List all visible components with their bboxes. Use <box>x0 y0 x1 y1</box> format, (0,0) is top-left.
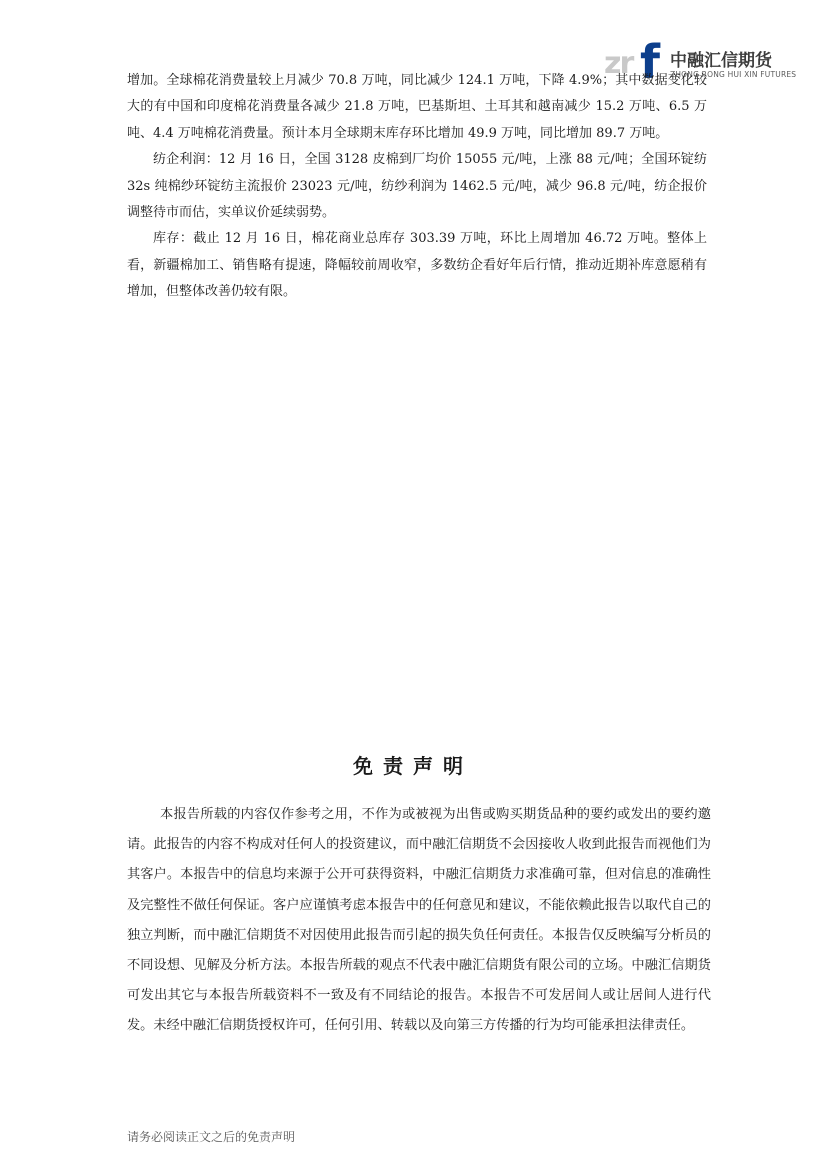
paragraph-profit: 纺企利润：12 月 16 日，全国 3128 皮棉到厂均价 15055 元/吨，上涨 88 元/吨；全国环锭纺 32s 纯棉纱环锭纺主流报价 23023 元/吨，纺纱利润为 1462.5 元/吨，减少 96.8 元/吨，纺企报价调整待市而估，实单议价延续弱势。 <box>127 152 707 221</box>
logo-mark: zr <box>604 46 633 81</box>
logo-name-en: ZHONG RONG HUI XIN FUTURES <box>670 70 797 79</box>
logo-letter: f <box>640 35 661 89</box>
disclaimer-title: 免责声明 <box>353 754 473 778</box>
disclaimer-text: 本报告所载的内容仅作参考之用，不作为或被视为出售或购买期货品种的要约或发出的要约邀请。此报告的内容不构成对任何人的投资建议，而中融汇信期货不会因接收人收到此报告而视他们为其客户。本报告中的信息均来源于公开可获得资料，中融汇信期货力求准确可靠，但对信息的准确性及完整性不做任何保证。客户应谨慎考虑本报告中的任何意见和建议，不能依赖此报告以取代自己的独立判断，而中融汇信期货不对因使用此报告而引起的损失负任何责任。本报告仅反映编写分析员的不同设想、见解及分析方法。本报告所载的观点不代表中融汇信期货有限公司的立场。中融汇信期货可发出其它与本报告所载资料不一致及有不同结论的报告。本报告不可发居间人或让居间人进行代发。未经中融汇信期货授权许可，任何引用、转载以及向第三方传播的行为均可能承担法律责任。 <box>127 807 711 1034</box>
disclaimer-section <box>127 800 711 1042</box>
footer-note: 请务必阅读正文之后的免责声明 <box>127 1130 296 1144</box>
paragraph-inventory: 库存：截止 12 月 16 日，棉花商业总库存 303.39 万吨，环比上周增加 46.72 万吨。整体上看，新疆棉加工、销售略有提速，降幅较前周收窄，多数纺企看好年后行情，推动近期补库意愿稍有增加，但整体改善仍较有限。 <box>127 231 707 300</box>
report-body <box>127 68 707 306</box>
logo-name-cn: 中融汇信期货 <box>670 51 772 71</box>
paragraph-consumption: 增加。全球棉花消费量较上月减少 70.8 万吨，同比减少 124.1 万吨，下降 4.9%；其中数据变化较大的有中国和印度棉花消费量各减少 21.8 万吨，巴基斯坦、土耳其和越南减少 15.2 万吨、6.5 万吨、4.4 万吨棉花消费量。预计本月全球期末库存环比增加 49.9 万吨，同比增加 89.7 万吨。 <box>127 73 707 141</box>
